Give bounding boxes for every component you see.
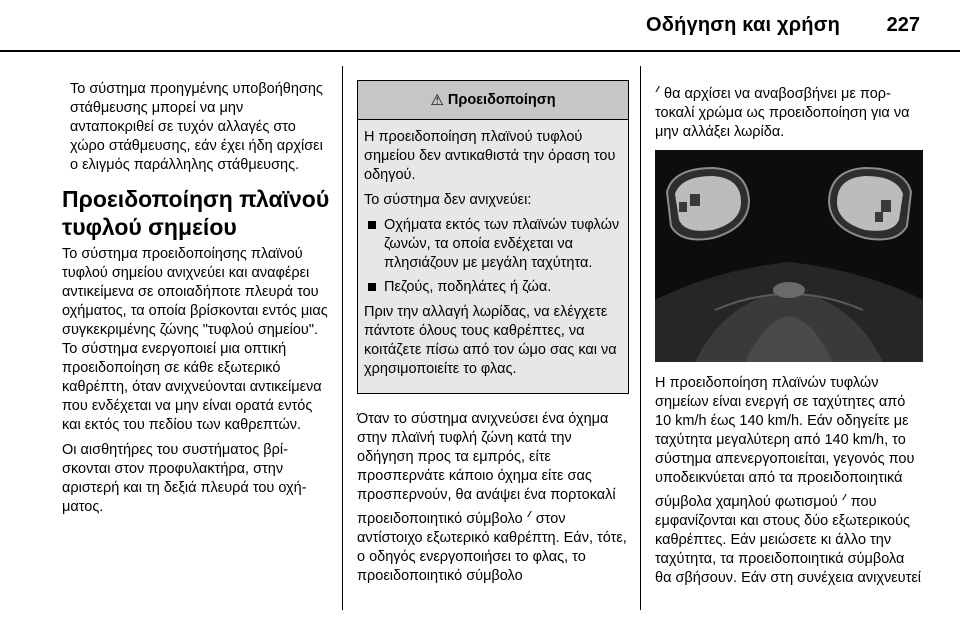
column-divider-1 <box>342 66 343 610</box>
body-paragraph-1: Το σύστημα προειδοποίησης πλαϊνού τυφλού σημείου ανιχνεύει και αναφέρει αντικείμενα σε οποιαδήποτε πλευρά του οχήματος, τα οποία βρίσκονται εντός μιας συγκεκριμένης ζώνης "τυφλού σημείου". Το σύστημα ενεργοποιεί μια οπτική προειδοποίηση σε κάθε εξωτερικό καθρέπτη, όταν ανιχνεύονται αντικείμενα που ενδέχεται να μην είναι ορατά εντός και εκτός του πεδίου των καθρεπτών. <box>62 246 328 433</box>
warning-paragraph-2: Το σύστημα δεν ανιχνεύει: <box>364 192 532 208</box>
body-text-before-symbol: Όταν το σύστημα ανιχνεύσει ένα όχημα στην πλαϊνή τυφλή ζώνη κατά την οδήγηση προς τα εμπρός, είτε προσπερνάτε κάποιο όχημα είτε σας προσπερνούν, θα ανάψει ένα πορτοκαλί προειδοποιητικό σύμβολο <box>357 411 616 527</box>
warning-list-item <box>364 216 622 273</box>
left-column <box>62 80 330 523</box>
page-number: 227 <box>886 14 920 36</box>
column-divider-2 <box>640 66 641 610</box>
warning-list-item <box>364 278 622 297</box>
section-title: Προειδοποίηση πλαϊνού τυφλού σημείου <box>62 186 330 240</box>
body-text-before-symbol: Η προειδοποίηση πλαϊνών τυφλών σημείων είναι ενεργή σε ταχύτητες από 10 km/h έως 140 km/h. Εάν οδηγείτε με ταχύτητα μεγαλύτερη από 140 km/h, το σύστημα απενεργοποιείται, γεγονός που υποδεικνύεται από τα προειδοποιητικά σύμβολα χαμηλού φωτισμού <box>655 374 915 510</box>
car-mirrors-illustration <box>655 150 923 362</box>
middle-column <box>357 80 629 592</box>
body-paragraph-5 <box>655 374 923 588</box>
warning-title: Προειδοποίηση <box>447 91 556 108</box>
page-header-title: Οδήγηση και χρήση <box>646 14 840 36</box>
bullet-square-icon <box>368 221 376 229</box>
intro-paragraph: Το σύστημα προηγμένης υποβοήθησης στάθμευσης μπορεί να μην ανταποκριθεί σε τυχόν αλλαγές στο χώρο στάθμευσης, εάν έχει ήδη αρχίσει ο ελιγμός παράλληλης στάθμευσης. <box>70 81 323 173</box>
body-paragraph-3 <box>357 410 629 586</box>
blind-spot-warning-icon: ⁄⁄⁄ <box>843 492 845 502</box>
warning-paragraph-1: Η προειδοποίηση πλαϊνού τυφλού σημείου δεν αντικαθιστά την όραση του οδηγού. <box>364 129 616 183</box>
right-column <box>655 80 923 594</box>
warning-box <box>357 80 629 394</box>
warning-paragraph-3: Πριν την αλλαγή λωρίδας, να ελέγχετε πάντοτε όλους τους καθρέπτες, να κοιτάζετε πίσω από τον ώμο σας και να χρησιμοποιείτε το φλας. <box>364 304 617 377</box>
warning-body <box>358 120 628 393</box>
header-rule <box>0 50 960 52</box>
blind-spot-warning-icon: ⁄⁄⁄ <box>528 510 530 519</box>
warning-list-item-text: Οχήματα εκτός των πλαϊνών τυφλών ζωνών, τα οποία ενδέχεται να πλησιάζουν με μεγάλη ταχύτητα. <box>384 217 620 271</box>
body-text-after-symbol: στον αντίστοιχο εξωτερικό καθρέπτη. Εάν, τότε, ο οδηγός ενεργοποιήσει το φλας, το προειδοποιητικό σύμβολο <box>357 510 627 584</box>
body-text-after-symbol: που εμφανίζονται και στους δύο εξωτερικούς καθρέπτες. Εάν μειώσετε κι άλλο την ταχύτητα, τα προειδοποιητικά σύμβολα θα σβήσουν. Εάν στη συνέχεια ανιχνευτεί <box>655 493 922 586</box>
warning-list <box>364 216 622 297</box>
body-text-top: θα αρχίσει να αναβοσβήνει με πορτοκαλί χρώμα ως προειδοποίηση για να μην αλλάξει λωρίδα. <box>655 85 910 140</box>
mirror-photo <box>655 150 923 362</box>
warning-header <box>358 81 628 120</box>
warning-list-item-text: Πεζούς, ποδηλάτες ή ζώα. <box>384 279 552 295</box>
warning-triangle-icon: ⚠ <box>430 91 444 109</box>
body-paragraph-4 <box>655 80 923 142</box>
bullet-square-icon <box>368 283 376 291</box>
body-paragraph-2: Οι αισθητήρες του συστήματος βρίσκονται στον προφυλακτήρα, στην αριστερή και τη δεξιά πλευρά του οχήματος. <box>62 442 307 515</box>
blind-spot-warning-icon: ⁄⁄⁄ <box>657 85 659 94</box>
